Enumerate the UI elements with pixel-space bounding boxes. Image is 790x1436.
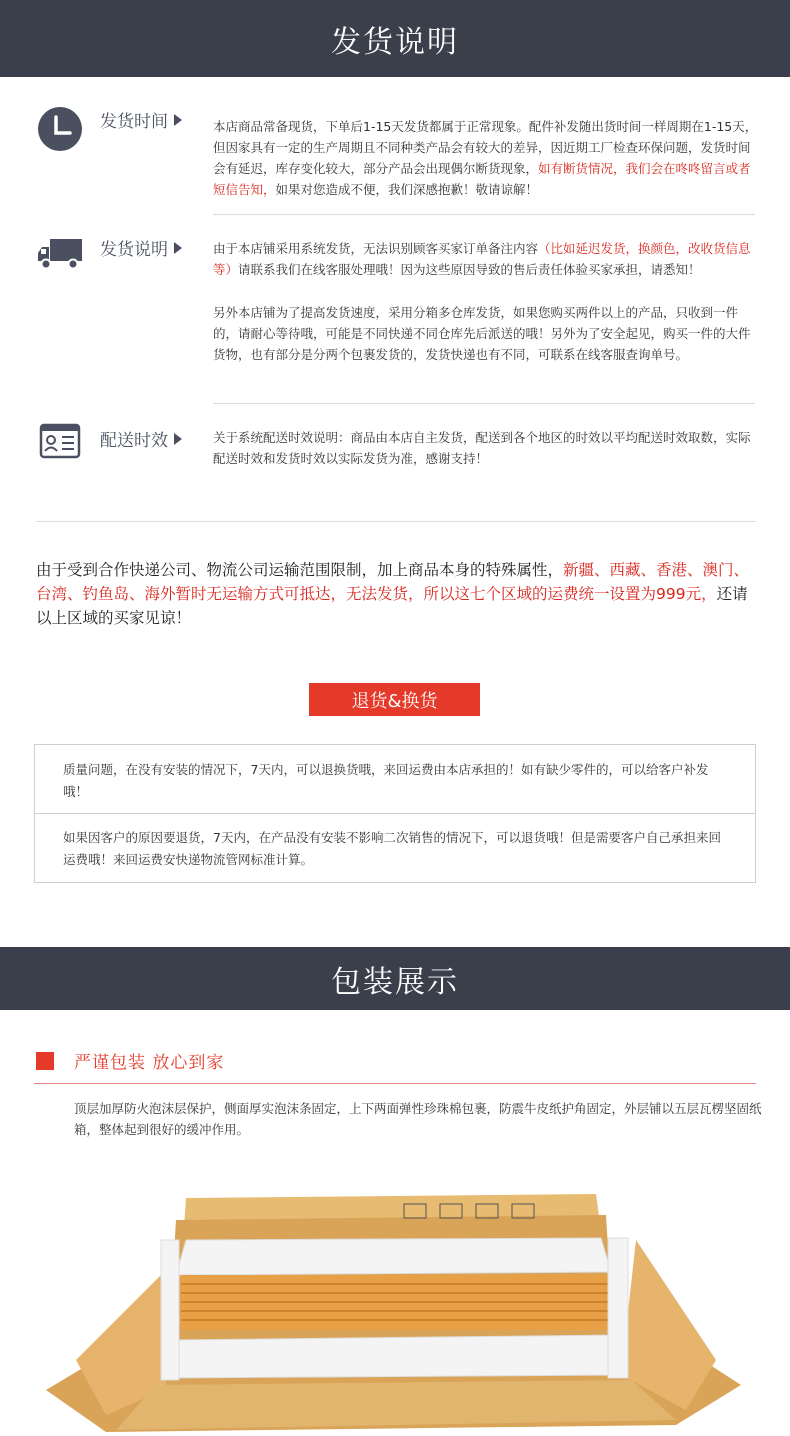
shipping-time-text: 本店商品常备现货，下单后1-15天发货都属于正常现象。配件补发随出货时间一样周期在1-15天，但因家具有一定的生产周期且不同种类产品会有较大的差异，因近期工厂检查环保问题，发货时间会有延迟，库存变化较大，部分产品会出现偶尔断货现象，如有断货情况，我们会在咚咚留言或者短信告知，如果对您造成不便，我们深感抱歉！敬请谅解！ <box>213 119 758 197</box>
shipping-time-row <box>36 105 756 197</box>
delivery-time-label: 配送时效 <box>100 426 182 451</box>
arrow-right-icon <box>174 242 182 254</box>
delivery-time-row <box>36 419 756 479</box>
returns-box <box>34 744 756 883</box>
shipping-restriction-notice: 由于受到合作快递公司、物流公司运输范围限制，加上商品本身的特殊属性，新疆、西藏、香港、澳门、台湾、钓鱼岛、海外暂时无运输方式可抵达，无法发货，所以这七个区域的运费统一设置为999元，还请以上区域的买家见谅！ <box>36 561 750 627</box>
shipping-banner <box>0 0 790 77</box>
returns-separator <box>35 813 755 814</box>
arrow-right-icon <box>174 433 182 445</box>
divider <box>213 214 755 215</box>
packaging-box-image <box>36 1180 756 1432</box>
clock-icon <box>36 105 84 153</box>
packaging-banner-title: 包装展示 <box>331 964 459 1000</box>
shipping-notes-extra: 另外本店铺为了提高发货速度，采用分箱多仓库发货，如果您购买两件以上的产品，只收到一件的，请耐心等待哦，可能是不同快递不同仓库先后派送的哦！另外为了安全起见，购买一件的大件货物，也有部分是分两个包裹发货的，发货快递也有不同，可联系在线客服查询单号。 <box>213 305 751 362</box>
id-card-icon <box>36 417 84 465</box>
shipping-notes-label: 发货说明 <box>100 235 182 260</box>
divider <box>213 403 755 404</box>
returns-item: 质量问题，在没有安装的情况下，7天内，可以退换货哦，来回运费由本店承担的！如有缺少零件的，可以给客户补发哦！ <box>63 762 709 799</box>
shipping-time-label: 发货时间 <box>100 107 182 132</box>
section-divider <box>36 521 756 522</box>
shipping-notes-text: 由于本店铺采用系统发货，无法识别顾客买家订单备注内容（比如延迟发货，换颜色，改收货信息等）请联系我们在线客服处理哦！因为这些原因导致的售后责任体验买家承担，请悉知！ <box>213 241 751 277</box>
arrow-right-icon <box>174 114 182 126</box>
delivery-time-text: 关于系统配送时效说明：商品由本店自主发货，配送到各个地区的时效以平均配送时效取数，实际配送时效和发货时效以实际发货为准，感谢支持！ <box>213 430 751 466</box>
truck-icon <box>36 229 84 277</box>
packaging-description: 顶层加厚防火泡沫层保护，侧面厚实泡沫条固定，上下两面弹性珍珠棉包裹，防震牛皮纸护角固定，外层铺以五层瓦楞坚固纸箱，整体起到很好的缓冲作用。 <box>74 1101 762 1137</box>
packaging-heading-text: 严谨包装 放心到家 <box>74 1053 225 1073</box>
returns-item: 如果因客户的原因要退货，7天内，在产品没有安装不影响二次销售的情况下，可以退货哦！但是需要客户自己承担来回运费哦！来回运费安快递物流管网标准计算。 <box>63 830 721 867</box>
returns-title: 退货&换货 <box>309 683 480 716</box>
shipping-notes-row <box>36 233 756 383</box>
packaging-banner <box>0 947 790 1010</box>
shipping-banner-title: 发货说明 <box>331 24 459 60</box>
red-square-icon <box>36 1052 54 1070</box>
packaging-heading <box>34 1047 756 1084</box>
